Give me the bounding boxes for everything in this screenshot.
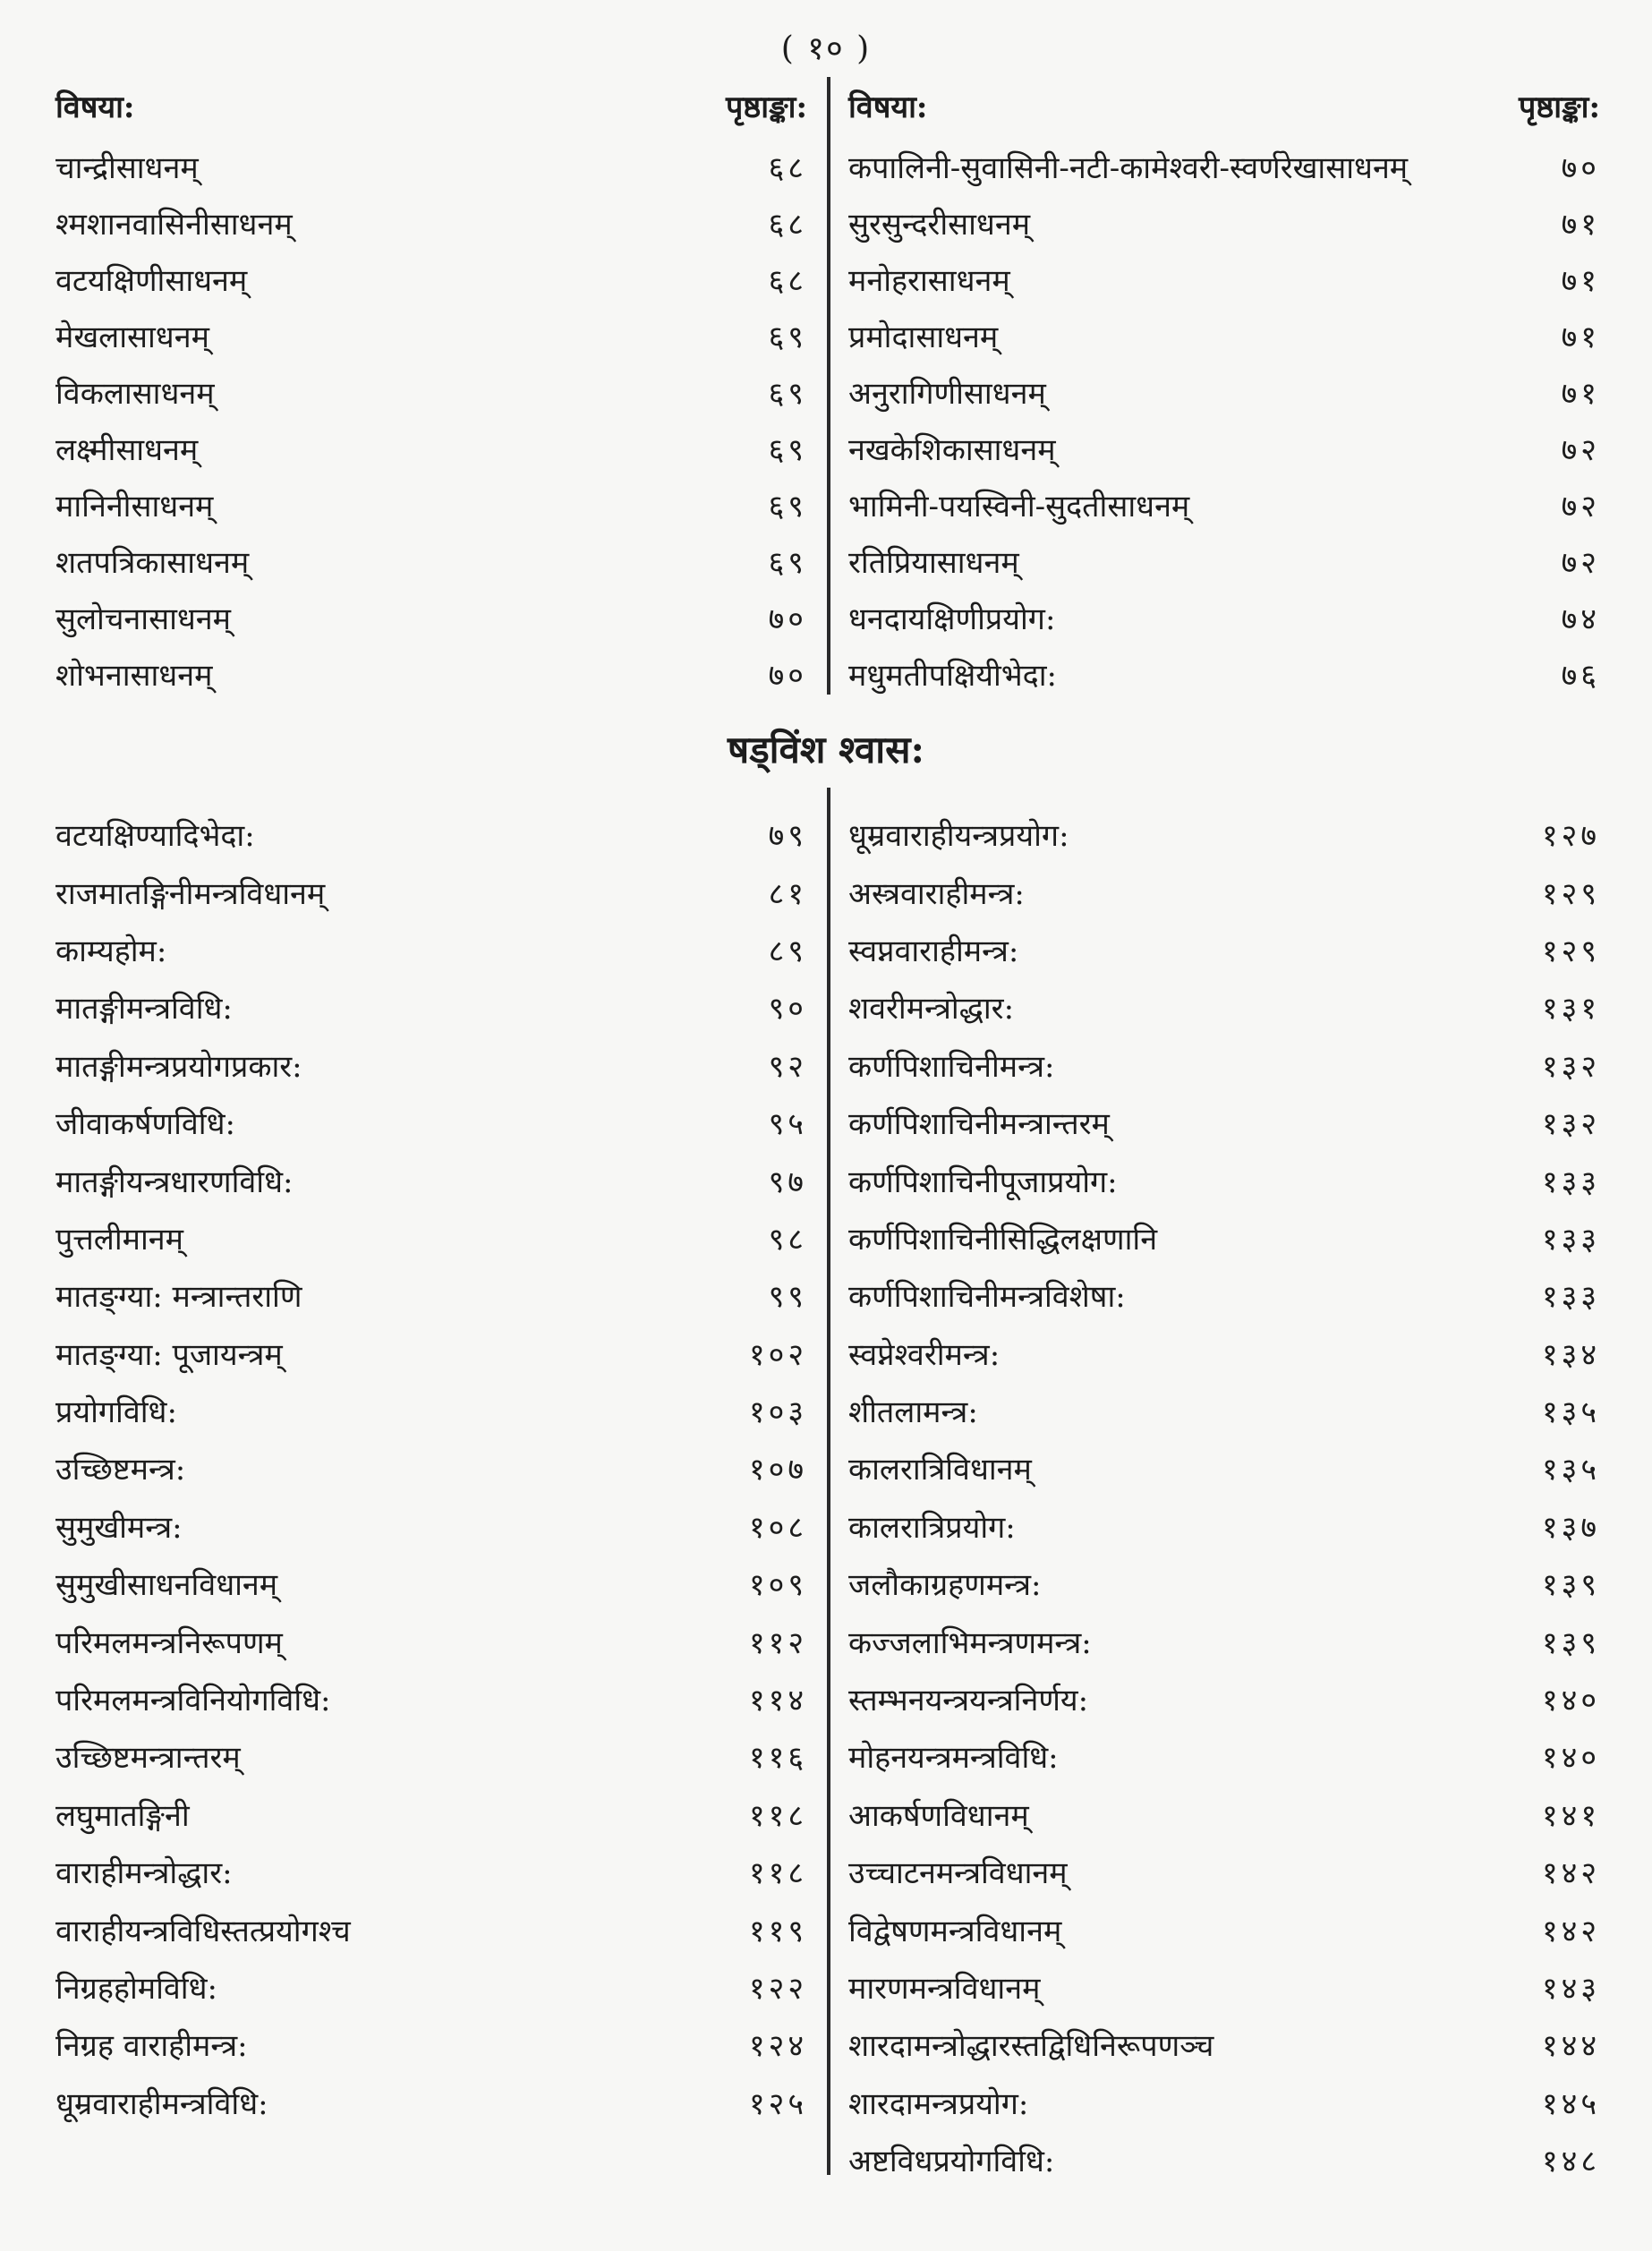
toc-entry <box>848 533 1600 589</box>
entry-title: शोभनासाधनम् <box>55 657 213 694</box>
entry-title: मातङ्गीमन्त्रविधि: <box>55 991 233 1027</box>
header-page: पृष्ठाङ्का: <box>725 90 807 125</box>
section-heading: षड्विंश श्वास: <box>727 728 925 772</box>
entry-title: मारणमन्त्रविधानम् <box>848 1971 1041 2007</box>
toc-entry <box>848 2131 1600 2188</box>
entry-page-number: १३२ <box>1541 1106 1600 1143</box>
toc-entry <box>848 1266 1600 1324</box>
toc-entry <box>848 1382 1600 1439</box>
toc-entry <box>848 1036 1600 1094</box>
toc-entry <box>848 2016 1600 2073</box>
toc-entry <box>55 806 807 863</box>
entry-title: कर्णपिशाचिनीमन्त्रविशेषा: <box>848 1279 1126 1316</box>
entry-page-number: १४४ <box>1541 2028 1600 2065</box>
entry-page-number: ७१ <box>1561 262 1600 299</box>
entry-page-number: १३४ <box>1541 1336 1600 1373</box>
toc-entry <box>848 645 1600 702</box>
toc-entry <box>55 978 807 1036</box>
entry-page-number: ६८ <box>768 262 807 299</box>
entry-page-number: ९२ <box>768 1048 807 1085</box>
entry-title: कालरात्रिप्रयोग: <box>848 1509 1016 1546</box>
entry-title: आकर्षणविधानम् <box>848 1797 1029 1834</box>
toc-entry <box>55 1497 807 1555</box>
toc-entry <box>848 1497 1600 1555</box>
entry-title: प्रयोगविधि: <box>55 1394 177 1431</box>
entry-title: जलौकाग्रहणमन्त्र: <box>848 1567 1042 1604</box>
entry-title: मातङ्गीमन्त्रप्रयोगप्रकार: <box>55 1048 302 1085</box>
entry-page-number: १०९ <box>748 1567 807 1604</box>
entry-title: मोहनयन्त्रमन्त्रविधि: <box>848 1740 1059 1777</box>
entry-title: श्मशानवासिनीसाधनम् <box>55 206 293 243</box>
toc-entry <box>55 2016 807 2073</box>
entry-page-number: ७२ <box>1561 488 1600 524</box>
entry-title: राजमातङ्गिनीमन्त्रविधानम् <box>55 875 326 912</box>
entry-title: लक्ष्मीसाधनम् <box>55 431 199 468</box>
entry-title: शारदामन्त्रोद्धारस्तद्विधिनिरूपणञ्च <box>848 2028 1214 2065</box>
toc-entry <box>848 1094 1600 1151</box>
toc-entry <box>848 1727 1600 1785</box>
entry-page-number: १३७ <box>1541 1509 1600 1546</box>
entry-title: धनदायक्षिणीप्रयोग: <box>848 601 1056 637</box>
entry-title: सुलोचनासाधनम् <box>55 601 232 637</box>
entry-page-number: १४० <box>1541 1740 1600 1777</box>
toc-entry <box>848 921 1600 978</box>
entry-page-number: ७१ <box>1561 206 1600 243</box>
entry-title: विकलासाधनम् <box>55 375 215 412</box>
entry-page-number: ८९ <box>768 933 807 969</box>
entry-title: जीवाकर्षणविधि: <box>55 1106 235 1143</box>
toc-entry <box>848 2074 1600 2131</box>
entry-title: विद्वेषणमन्त्रविधानम् <box>848 1913 1062 1949</box>
entry-page-number: १२९ <box>1541 875 1600 912</box>
toc-entry <box>55 1900 807 1957</box>
toc-list <box>55 806 807 2131</box>
toc-entry <box>848 420 1600 476</box>
entry-title: स्वप्नेश्वरीमन्त्र: <box>848 1336 1001 1373</box>
toc-entry <box>55 307 807 363</box>
entry-page-number: ७१ <box>1561 319 1600 355</box>
toc-entry <box>55 1266 807 1324</box>
entry-page-number: १२२ <box>748 1971 807 2007</box>
entry-title: मानिनीसाधनम् <box>55 488 214 524</box>
entry-title: चान्द्रीसाधनम् <box>55 149 199 186</box>
header-subject: विषया: <box>848 90 928 125</box>
entry-page-number: १३१ <box>1541 991 1600 1027</box>
entry-page-number: ९० <box>768 991 807 1027</box>
entry-page-number: ९९ <box>768 1279 807 1316</box>
entry-title: सुमुखीमन्त्र: <box>55 1509 183 1546</box>
entry-page-number: १०७ <box>748 1452 807 1488</box>
entry-page-number: १३९ <box>1541 1624 1600 1661</box>
toc-entry <box>848 363 1600 420</box>
entry-title: स्वप्नवाराहीमन्त्र: <box>848 933 1019 969</box>
toc-entry <box>848 251 1600 307</box>
entry-title: शवरीमन्त्रोद्धार: <box>848 991 1015 1027</box>
toc-bottom-left-column <box>55 806 807 2131</box>
toc-entry <box>848 1843 1600 1900</box>
entry-page-number: ७२ <box>1561 431 1600 468</box>
entry-title: शीतलामन्त्र: <box>848 1394 978 1431</box>
column-divider-top <box>827 77 830 695</box>
entry-title: उच्छिष्टमन्त्र: <box>55 1452 186 1488</box>
entry-page-number: ७६ <box>1561 657 1600 694</box>
entry-page-number: ११८ <box>748 1855 807 1892</box>
toc-list <box>848 806 1600 2188</box>
entry-page-number: ६८ <box>768 149 807 186</box>
entry-title: काम्यहोम: <box>55 933 167 969</box>
entry-page-number: १३३ <box>1541 1164 1600 1200</box>
toc-entry <box>55 2074 807 2131</box>
entry-title: धूम्रवाराहीयन्त्रप्रयोग: <box>848 818 1069 855</box>
toc-list <box>55 138 807 702</box>
toc-entry <box>55 1786 807 1843</box>
entry-page-number: ७४ <box>1561 601 1600 637</box>
toc-entry <box>55 251 807 307</box>
entry-page-number: ७० <box>768 657 807 694</box>
toc-entry <box>55 420 807 476</box>
entry-page-number: ११६ <box>748 1740 807 1777</box>
toc-entry <box>848 194 1600 251</box>
header-subject: विषया: <box>55 90 135 125</box>
entry-title: शारदामन्त्रप्रयोग: <box>848 2085 1029 2122</box>
entry-title: परिमलमन्त्रविनियोगविधि: <box>55 1683 331 1719</box>
entry-page-number: ११९ <box>748 1913 807 1949</box>
toc-entry <box>848 476 1600 533</box>
column-divider-bottom <box>827 788 830 2175</box>
entry-page-number: १०२ <box>748 1336 807 1373</box>
toc-entry <box>55 1325 807 1382</box>
entry-page-number: १४३ <box>1541 1971 1600 2007</box>
entry-title: निग्रह वाराहीमन्त्र: <box>55 2028 248 2065</box>
toc-entry <box>848 806 1600 863</box>
entry-page-number: १४८ <box>1541 2144 1600 2180</box>
entry-title: धूम्रवाराहीमन्त्रविधि: <box>55 2085 268 2122</box>
entry-title: मातङ्ग्या: मन्त्रान्तराणि <box>55 1279 302 1316</box>
entry-title: मेखलासाधनम् <box>55 319 209 355</box>
entry-title: भामिनी-पयस्विनी-सुदतीसाधनम् <box>848 488 1190 524</box>
entry-page-number: ७० <box>1561 149 1600 186</box>
entry-page-number: १४५ <box>1541 2085 1600 2122</box>
toc-top-right-column <box>848 82 1600 702</box>
entry-title: नखकेशिकासाधनम् <box>848 431 1056 468</box>
toc-entry <box>55 363 807 420</box>
entry-title: प्रमोदासाधनम् <box>848 319 999 355</box>
toc-top-left-column <box>55 82 807 702</box>
entry-title: निग्रहहोमविधि: <box>55 1971 217 2007</box>
entry-title: उच्चाटनमन्त्रविधानम् <box>848 1855 1068 1892</box>
entry-page-number: १२४ <box>748 2028 807 2065</box>
entry-page-number: १३३ <box>1541 1279 1600 1316</box>
entry-page-number: १०८ <box>748 1509 807 1546</box>
toc-entry <box>55 1958 807 2016</box>
toc-entry <box>848 1209 1600 1266</box>
entry-title: स्तम्भनयन्त्रयन्त्रनिर्णय: <box>848 1683 1089 1719</box>
entry-page-number: ६९ <box>768 544 807 581</box>
toc-entry <box>848 1958 1600 2016</box>
entry-title: मधुमतीपक्षियीभेदा: <box>848 657 1057 694</box>
entry-title: कर्णपिशाचिनीमन्त्रान्तरम् <box>848 1106 1110 1143</box>
entry-page-number: ७२ <box>1561 544 1600 581</box>
toc-entry <box>55 1555 807 1612</box>
entry-title: वटयक्षिणीसाधनम् <box>55 262 248 299</box>
toc-entry <box>55 1036 807 1094</box>
entry-page-number: ६९ <box>768 375 807 412</box>
toc-bottom-right-column <box>848 806 1600 2188</box>
entry-page-number: ९८ <box>768 1221 807 1258</box>
toc-entry <box>55 1094 807 1151</box>
toc-entry <box>55 645 807 702</box>
toc-entry <box>55 138 807 194</box>
toc-entry <box>55 476 807 533</box>
entry-title: सुमुखीसाधनविधानम् <box>55 1567 278 1604</box>
entry-page-number: ९७ <box>768 1164 807 1200</box>
toc-entry <box>848 1612 1600 1669</box>
entry-page-number: १३९ <box>1541 1567 1600 1604</box>
entry-title: अस्त्रवाराहीमन्त्र: <box>848 875 1025 912</box>
toc-entry <box>848 138 1600 194</box>
entry-page-number: १३५ <box>1541 1394 1600 1431</box>
toc-entry <box>848 1786 1600 1843</box>
entry-title: कज्जलाभिमन्त्रणमन्त्र: <box>848 1624 1092 1661</box>
entry-page-number: १४२ <box>1541 1855 1600 1892</box>
entry-page-number: ६९ <box>768 319 807 355</box>
entry-page-number: ९५ <box>768 1106 807 1143</box>
entry-title: उच्छिष्टमन्त्रान्तरम् <box>55 1740 241 1777</box>
entry-page-number: ११४ <box>748 1683 807 1719</box>
toc-entry <box>848 1151 1600 1208</box>
entry-page-number: ६९ <box>768 488 807 524</box>
entry-title: परिमलमन्त्रनिरूपणम् <box>55 1624 283 1661</box>
entry-page-number: ८१ <box>768 875 807 912</box>
entry-title: लघुमातङ्गिनी <box>55 1797 190 1834</box>
entry-title: वाराहीमन्त्रोद्धार: <box>55 1855 233 1892</box>
toc-entry <box>848 1325 1600 1382</box>
entry-title: कालरात्रिविधानम् <box>848 1452 1032 1488</box>
toc-entry <box>55 1843 807 1900</box>
entry-title: सुरसुन्दरीसाधनम् <box>848 206 1031 243</box>
entry-page-number: ६९ <box>768 431 807 468</box>
toc-entry <box>848 978 1600 1036</box>
entry-page-number: १२९ <box>1541 933 1600 969</box>
toc-entry <box>55 1382 807 1439</box>
toc-entry <box>55 1439 807 1496</box>
page-number: ( १० ) <box>780 30 872 67</box>
toc-entry <box>848 1900 1600 1957</box>
entry-page-number: १४१ <box>1541 1797 1600 1834</box>
entry-title: मनोहरासाधनम् <box>848 262 1010 299</box>
toc-entry <box>55 533 807 589</box>
toc-entry <box>848 307 1600 363</box>
toc-entry <box>55 921 807 978</box>
entry-page-number: १२५ <box>748 2085 807 2122</box>
entry-title: अष्टविधप्रयोगविधि: <box>848 2144 1055 2180</box>
toc-entry <box>848 1439 1600 1496</box>
toc-entry <box>55 1209 807 1266</box>
entry-title: कर्णपिशाचिनीसिद्धिलक्षणानि <box>848 1221 1158 1258</box>
header-page: पृष्ठाङ्का: <box>1518 90 1600 125</box>
toc-entry <box>848 863 1600 920</box>
toc-entry <box>55 1612 807 1669</box>
entry-page-number: ७९ <box>768 818 807 855</box>
entry-page-number: ११२ <box>748 1624 807 1661</box>
entry-page-number: ७१ <box>1561 375 1600 412</box>
entry-title: वाराहीयन्त्रविधिस्तत्प्रयोगश्च <box>55 1913 351 1949</box>
entry-page-number: १३२ <box>1541 1048 1600 1085</box>
entry-page-number: १४० <box>1541 1683 1600 1719</box>
entry-page-number: १३५ <box>1541 1452 1600 1488</box>
entry-title: कपालिनी-सुवासिनी-नटी-कामेश्वरी-स्वर्णरेखासाधनम् <box>848 149 1409 186</box>
entry-title: कर्णपिशाचिनीपूजाप्रयोग: <box>848 1164 1118 1200</box>
entry-page-number: ११८ <box>748 1797 807 1834</box>
toc-list <box>848 138 1600 702</box>
entry-title: रतिप्रियासाधनम् <box>848 544 1019 581</box>
toc-entry <box>55 589 807 645</box>
toc-entry <box>848 1670 1600 1727</box>
toc-entry <box>848 1555 1600 1612</box>
column-header <box>848 82 1600 129</box>
entry-page-number: १३३ <box>1541 1221 1600 1258</box>
entry-page-number: ७० <box>768 601 807 637</box>
column-header <box>55 82 807 129</box>
toc-entry <box>55 863 807 920</box>
entry-title: मातङ्गीयन्त्रधारणविधि: <box>55 1164 294 1200</box>
toc-entry <box>55 1727 807 1785</box>
entry-title: पुत्तलीमानम् <box>55 1221 184 1258</box>
toc-entry <box>55 194 807 251</box>
toc-entry <box>55 1670 807 1727</box>
entry-page-number: १२७ <box>1541 818 1600 855</box>
entry-page-number: १४२ <box>1541 1913 1600 1949</box>
entry-title: अनुरागिणीसाधनम् <box>848 375 1046 412</box>
toc-entry <box>55 1151 807 1208</box>
entry-page-number: १०३ <box>748 1394 807 1431</box>
entry-title: शतपत्रिकासाधनम् <box>55 544 250 581</box>
entry-page-number: ६८ <box>768 206 807 243</box>
entry-title: मातङ्ग्या: पूजायन्त्रम् <box>55 1336 283 1373</box>
entry-title: कर्णपिशाचिनीमन्त्र: <box>848 1048 1055 1085</box>
entry-title: वटयक्षिण्यादिभेदा: <box>55 818 255 855</box>
toc-entry <box>848 589 1600 645</box>
